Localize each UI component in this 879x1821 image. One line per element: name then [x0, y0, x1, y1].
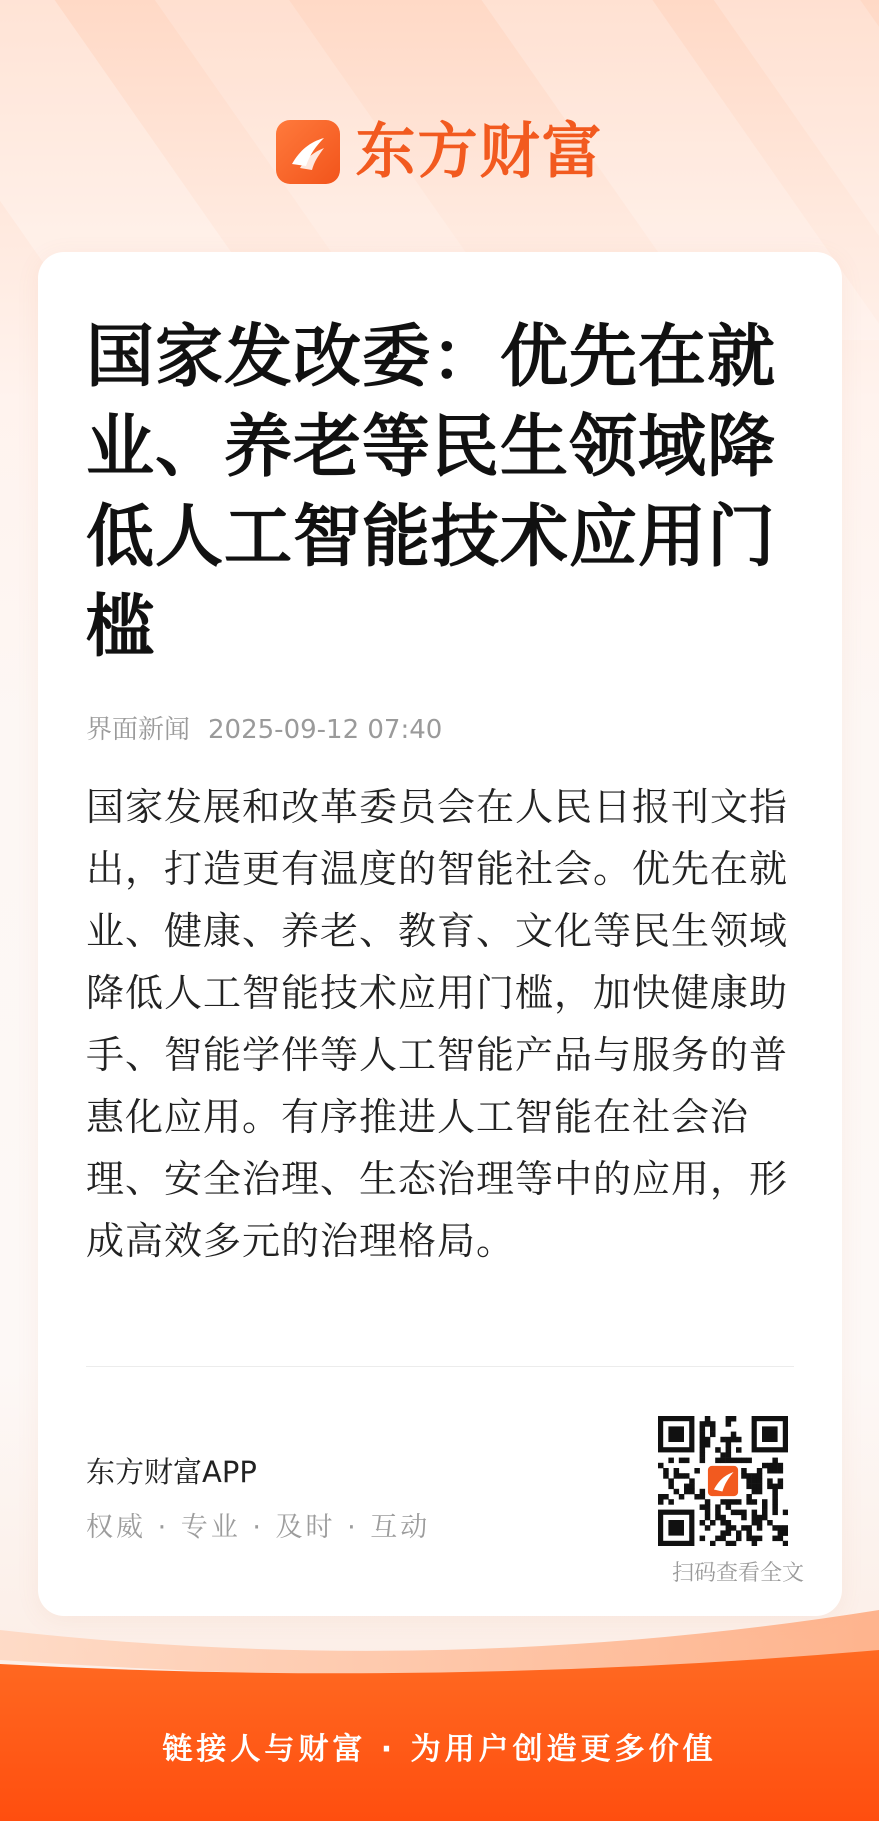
- footer-band: [0, 1600, 879, 1821]
- article-datetime: 2025-09-12 07:40: [208, 715, 443, 745]
- article-source: 界面新闻: [86, 715, 191, 745]
- brand-logo: [0, 117, 879, 187]
- qr-code-icon[interactable]: [658, 1416, 788, 1546]
- footer-tagline: 链接人与财富 · 为用户创造更多价值: [162, 1732, 717, 1767]
- article-card: [38, 252, 842, 1616]
- article-body: 国家发展和改革委员会在人民日报刊文指出，打造更有温度的智能社会。优先在就业、健康、养老、教育、文化等民生领域降低人工智能技术应用门槛，加快健康助手、智能学伴等人工智能产品与服务的普惠化应用。有序推进人工智能在社会治理、安全治理、生态治理等中的应用，形成高效多元的治理格局。: [86, 785, 789, 1263]
- qr-caption: 扫码查看全文: [671, 1561, 804, 1586]
- app-name: 东方财富APP: [86, 1455, 257, 1489]
- article-meta: [86, 712, 442, 748]
- east-money-logo-icon: [276, 120, 340, 184]
- app-slogan: 权威 · 专业 · 及时 · 互动: [86, 1512, 431, 1543]
- brand-name: 东方财富: [355, 117, 604, 187]
- article-title: 国家发改委：优先在就业、养老等民生领域降低人工智能技术应用门槛: [86, 317, 777, 667]
- divider: [86, 1366, 794, 1367]
